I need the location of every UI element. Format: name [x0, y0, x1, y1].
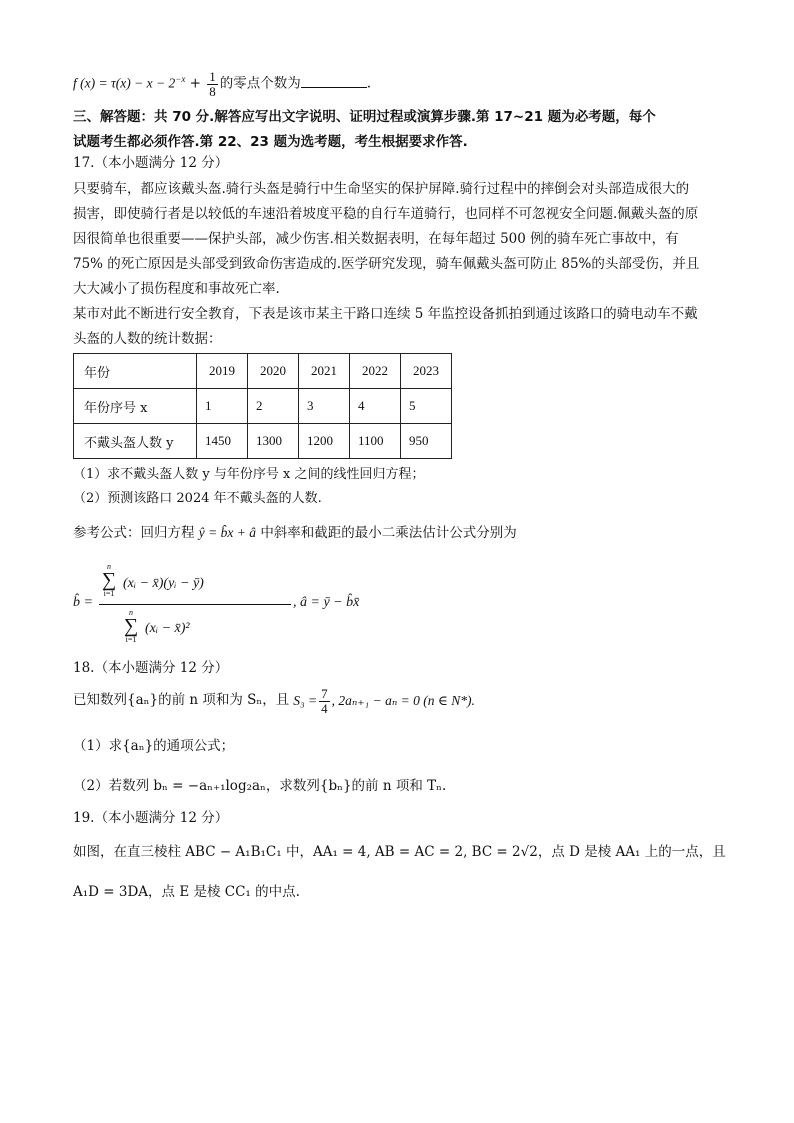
q18-sub2: （2）若数列 bₙ = −aₙ₊₁log₂aₙ，求数列{bₙ}的前 n 项和 Tₙ. [73, 778, 447, 794]
numerator-term: (xᵢ − x̄)(yᵢ − ȳ) [123, 576, 204, 591]
q18-sub1: （1）求{aₙ}的通项公式； [73, 738, 235, 754]
q18-fraction [319, 687, 330, 715]
fraction-bar [99, 604, 291, 605]
table-header-cell: 年份序号 x [74, 389, 197, 424]
q19-header: 19.（本小题满分 12 分） [73, 810, 229, 826]
regression-equation: ŷ = b̂x + â [198, 525, 257, 540]
q16-frac-num: 1 [209, 69, 216, 84]
numerator-sigma [99, 562, 119, 598]
denominator-term: (xᵢ − x̄)² [145, 621, 190, 636]
table-header-cell: 不戴头盔人数 y [74, 424, 197, 459]
q17-para-line3: 因很简单也很重要——保护头部，减少伤害.相关数据表明，在每年超过 500 例的骑车死亡事故中，有 [73, 231, 679, 247]
q19-line1: 如图，在直三棱柱 ABC − A₁B₁C₁ 中，AA₁ = 4, AB = AC = 2, BC = 2√2，点 D 是棱 AA₁ 上的一点，且 [73, 844, 726, 860]
sigma-icon: ∑ [123, 615, 139, 637]
table-cell: 950 [401, 424, 452, 459]
table-cell: 2022 [350, 354, 401, 389]
sigma-bottom: i=1 [103, 589, 115, 598]
q17-para-line7: 头盔的人数的统计数据： [73, 331, 222, 347]
table-cell: 4 [350, 389, 401, 424]
table-cell: 1100 [350, 424, 401, 459]
table-cell: 1300 [248, 424, 299, 459]
a-hat-formula: , â = ȳ − b̂x̄ [293, 595, 360, 610]
q17-para-line2: 损害，即使骑行者是以较低的车速沿着坡度平稳的自行车道骑行，也同样不可忽视安全问题.佩戴头盔的原 [73, 206, 699, 222]
q18-frac-den: 4 [321, 700, 328, 716]
table-cell: 2 [248, 389, 299, 424]
b-hat-label: b̂ = [73, 595, 93, 610]
q17-sub1: （1）求不戴头盔人数 y 与年份序号 x 之间的线性回归方程； [73, 467, 425, 482]
least-squares-formula [73, 562, 373, 650]
q17-para-line5: 大大减小了损伤程度和事故死亡率. [73, 281, 280, 297]
q16-tail-line [73, 69, 372, 99]
q18-header: 18.（本小题满分 12 分） [73, 660, 229, 676]
q16-end: . [366, 75, 372, 92]
q16-function-expression: f (x) = τ(x) − x − 2 [73, 75, 176, 91]
table-cell: 2021 [299, 354, 350, 389]
q18-s3: S₃ = [293, 693, 318, 709]
table-cell: 2019 [197, 354, 248, 389]
q17-header: 17.（本小题满分 12 分） [73, 155, 229, 171]
q19-line2: A₁D = 3DA，点 E 是棱 CC₁ 的中点. [73, 884, 300, 900]
table-row [74, 354, 452, 389]
q16-frac-den: 8 [209, 83, 216, 99]
sigma-top: n [107, 562, 111, 571]
q18-stmt-pre: 已知数列{aₙ}的前 n 项和为 Sₙ，且 [73, 692, 290, 709]
q18-frac-num: 7 [321, 685, 328, 701]
table-cell: 1 [197, 389, 248, 424]
table-cell: 2023 [401, 354, 452, 389]
denominator-sigma [121, 608, 141, 644]
helmet-data-table [73, 353, 452, 459]
table-row [74, 424, 452, 459]
q16-exponent: −x [175, 74, 186, 85]
sigma-top: n [129, 608, 133, 617]
table-cell: 3 [299, 389, 350, 424]
section3-line1: 三、解答题：共 70 分.解答应写出文字说明、证明过程或演算步骤.第 17~21 题为必考题，每个 [73, 109, 656, 125]
table-header-cell: 年份 [74, 354, 197, 389]
q17-para-line6: 某市对此不断进行安全教育，下表是该市某主干路口连续 5 年监控设备抓拍到通过该路口的骑电动车不戴 [73, 306, 698, 322]
q18-stmt-post: , 2aₙ₊₁ − aₙ = 0 (n ∈ N*). [331, 693, 475, 709]
section3-line2: 试题考生都必须作答.第 22、23 题为选考题，考生根据要求作答. [73, 134, 468, 150]
sigma-bottom: i=1 [125, 635, 137, 644]
table-cell: 2020 [248, 354, 299, 389]
q16-question: 的零点个数为 [219, 75, 301, 92]
q17-sub2: （2）预测该路口 2024 年不戴头盔的人数. [73, 491, 322, 506]
q16-fraction [207, 70, 218, 98]
answer-blank[interactable] [301, 75, 367, 88]
table-cell: 1450 [197, 424, 248, 459]
formula-intro-post: 中斜率和截距的最小二乘法估计公式分别为 [260, 525, 517, 541]
table-cell: 5 [401, 389, 452, 424]
q16-plus: + [185, 75, 206, 92]
q17-para-line1: 只要骑车，都应该戴头盔.骑行头盔是骑行中生命坚实的保护屏障.骑行过程中的摔倒会对头部造成很大的 [73, 181, 690, 197]
formula-intro-pre: 参考公式：回归方程 [73, 525, 195, 541]
q17-para-line4: 75% 的死亡原因是头部受到致命伤害造成的.医学研究发现，骑车佩戴头盔可防止 85%的头部受伤，并且 [73, 256, 700, 272]
formula-intro [73, 526, 517, 541]
q18-statement [73, 684, 475, 718]
table-cell: 1200 [299, 424, 350, 459]
sigma-icon: ∑ [101, 569, 117, 591]
table-row [74, 389, 452, 424]
